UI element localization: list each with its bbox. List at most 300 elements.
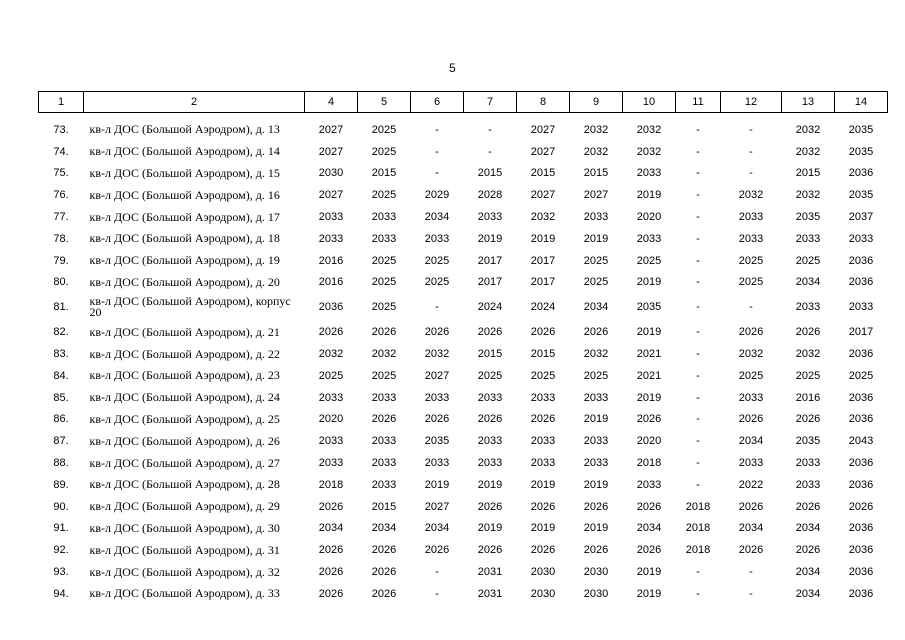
year-cell: 2027 (530, 145, 556, 158)
year-cell: 2025 (371, 123, 397, 136)
year-cell: 2033 (477, 457, 503, 470)
address-cell: кв-л ДОС (Большой Аэродром), д. 33 (89, 586, 280, 601)
year-cell: 2034 (795, 522, 821, 535)
year-cell: - (435, 566, 439, 579)
year-cell: - (488, 145, 492, 158)
row-number: 75. (53, 167, 69, 180)
year-cell: 2019 (636, 189, 662, 202)
year-cell: 2035 (636, 301, 662, 314)
year-cell: 2030 (583, 587, 609, 600)
year-cell: 2033 (636, 478, 662, 491)
year-cell: 2025 (424, 254, 450, 267)
year-cell: - (749, 145, 753, 158)
year-cell: 2016 (318, 254, 344, 267)
row-number: 92. (53, 544, 69, 557)
year-cell: 2027 (318, 145, 344, 158)
year-cell: 2015 (795, 167, 821, 180)
year-cell: 2032 (424, 348, 450, 361)
year-cell: 2043 (848, 435, 874, 448)
year-cell: 2025 (738, 276, 764, 289)
year-cell: 2033 (530, 435, 556, 448)
year-cell: 2033 (795, 457, 821, 470)
row-number: 81. (53, 301, 69, 314)
year-cell: - (696, 254, 700, 267)
address-cell: кв-л ДОС (Большой Аэродром), д. 20 (89, 274, 280, 289)
year-cell: 2035 (848, 123, 874, 136)
address-cell: кв-л ДОС (Большой Аэродром), д. 27 (89, 455, 280, 470)
year-cell: 2030 (583, 566, 609, 579)
year-cell: 2016 (318, 276, 344, 289)
year-cell: 2033 (477, 435, 503, 448)
year-cell: 2036 (318, 301, 344, 314)
year-cell: 2036 (848, 566, 874, 579)
year-cell: 2026 (477, 500, 503, 513)
year-cell: 2019 (477, 522, 503, 535)
year-cell: 2036 (848, 522, 874, 535)
year-cell: 2033 (583, 457, 609, 470)
year-cell: 2026 (371, 587, 397, 600)
address-cell: кв-л ДОС (Большой Аэродром), корпус 20 (89, 294, 291, 320)
year-cell: 2033 (477, 391, 503, 404)
year-cell: 2033 (424, 457, 450, 470)
year-cell: 2033 (318, 435, 344, 448)
year-cell: - (696, 145, 700, 158)
year-cell: 2036 (848, 391, 874, 404)
table-row (39, 228, 888, 250)
year-cell: 2032 (583, 348, 609, 361)
year-cell: 2024 (530, 301, 556, 314)
year-cell: 2025 (738, 254, 764, 267)
address-cell: кв-л ДОС (Большой Аэродром), д. 29 (89, 499, 280, 514)
row-number: 94. (53, 587, 69, 600)
year-cell: 2033 (583, 211, 609, 224)
year-cell: 2026 (530, 413, 556, 426)
year-cell: - (696, 167, 700, 180)
year-cell: - (696, 391, 700, 404)
year-cell: 2015 (371, 167, 397, 180)
year-cell: 2036 (848, 348, 874, 361)
year-cell: 2033 (795, 478, 821, 491)
year-cell: 2021 (636, 369, 662, 382)
year-cell: 2026 (371, 413, 397, 426)
year-cell: 2030 (530, 587, 556, 600)
year-cell: 2030 (530, 566, 556, 579)
year-cell: 2036 (848, 276, 874, 289)
table-row (39, 184, 888, 206)
year-cell: - (435, 145, 439, 158)
row-number: 76. (53, 189, 69, 202)
year-cell: 2019 (583, 522, 609, 535)
year-cell: 2017 (530, 254, 556, 267)
row-number: 86. (53, 413, 69, 426)
year-cell: - (749, 587, 753, 600)
year-cell: 2025 (477, 369, 503, 382)
year-cell: 2033 (795, 232, 821, 245)
table-row (39, 561, 888, 583)
year-cell: - (696, 189, 700, 202)
year-cell: 2037 (848, 211, 874, 224)
year-cell: 2015 (530, 348, 556, 361)
year-cell: 2015 (477, 348, 503, 361)
year-cell: - (488, 123, 492, 136)
year-cell: 2019 (583, 413, 609, 426)
year-cell: 2026 (477, 326, 503, 339)
row-number: 77. (53, 211, 69, 224)
table-row (39, 321, 888, 343)
year-cell: 2026 (424, 544, 450, 557)
year-cell: 2034 (318, 522, 344, 535)
year-cell: 2034 (795, 566, 821, 579)
year-cell: 2033 (318, 391, 344, 404)
year-cell: 2026 (371, 566, 397, 579)
year-cell: 2033 (318, 457, 344, 470)
year-cell: 2026 (583, 326, 609, 339)
column-header: 9 (570, 92, 623, 113)
year-cell: 2032 (636, 123, 662, 136)
year-cell: 2026 (795, 544, 821, 557)
address-cell: кв-л ДОС (Большой Аэродром), д. 25 (89, 411, 280, 426)
row-number: 89. (53, 478, 69, 491)
column-header: 8 (517, 92, 570, 113)
year-cell: 2032 (738, 348, 764, 361)
year-cell: 2033 (530, 391, 556, 404)
year-cell: 2034 (636, 522, 662, 535)
year-cell: 2025 (583, 369, 609, 382)
year-cell: 2019 (636, 391, 662, 404)
column-header: 2 (84, 92, 305, 113)
column-header: 12 (721, 92, 782, 113)
year-cell: - (696, 566, 700, 579)
year-cell: 2019 (477, 478, 503, 491)
year-cell: 2026 (583, 544, 609, 557)
year-cell: 2033 (636, 232, 662, 245)
year-cell: 2032 (636, 145, 662, 158)
year-cell: - (435, 167, 439, 180)
year-cell: 2029 (424, 189, 450, 202)
year-cell: 2015 (477, 167, 503, 180)
year-cell: 2036 (848, 167, 874, 180)
address-cell: кв-л ДОС (Большой Аэродром), д. 15 (89, 165, 280, 180)
year-cell: 2030 (318, 167, 344, 180)
year-cell: 2033 (738, 211, 764, 224)
address-cell: кв-л ДОС (Большой Аэродром), д. 31 (89, 542, 280, 557)
year-cell: 2034 (371, 522, 397, 535)
year-cell: 2025 (424, 276, 450, 289)
year-cell: 2026 (636, 544, 662, 557)
year-cell: 2031 (477, 566, 503, 579)
table-row (39, 206, 888, 228)
row-number: 83. (53, 348, 69, 361)
address-cell: кв-л ДОС (Большой Аэродром), д. 24 (89, 390, 280, 405)
year-cell: 2026 (371, 544, 397, 557)
year-cell: 2026 (424, 326, 450, 339)
year-cell: 2033 (636, 167, 662, 180)
year-cell: 2027 (424, 500, 450, 513)
year-cell: 2026 (795, 413, 821, 426)
year-cell: 2035 (848, 145, 874, 158)
year-cell: - (696, 413, 700, 426)
year-cell: 2035 (795, 435, 821, 448)
year-cell: 2032 (583, 145, 609, 158)
year-cell: 2026 (795, 500, 821, 513)
year-cell: 2017 (477, 276, 503, 289)
table-row (39, 583, 888, 605)
row-number: 93. (53, 566, 69, 579)
year-cell: 2036 (848, 544, 874, 557)
year-cell: 2025 (795, 369, 821, 382)
row-number: 78. (53, 232, 69, 245)
year-cell: 2033 (371, 457, 397, 470)
page-number: 5 (449, 61, 456, 75)
year-cell: 2025 (318, 369, 344, 382)
address-cell: кв-л ДОС (Большой Аэродром), д. 13 (89, 122, 280, 137)
year-cell: 2026 (738, 413, 764, 426)
year-cell: 2017 (477, 254, 503, 267)
year-cell: 2033 (371, 478, 397, 491)
year-cell: 2036 (848, 254, 874, 267)
year-cell: 2026 (636, 500, 662, 513)
table-row (39, 250, 888, 272)
year-cell: 2025 (848, 369, 874, 382)
year-cell: 2019 (530, 478, 556, 491)
year-cell: 2033 (424, 232, 450, 245)
year-cell: 2033 (424, 391, 450, 404)
year-cell: - (696, 348, 700, 361)
header-row (39, 92, 888, 113)
year-cell: - (696, 457, 700, 470)
year-cell: - (696, 232, 700, 245)
year-cell: 2025 (738, 369, 764, 382)
year-cell: 2019 (636, 276, 662, 289)
address-cell: кв-л ДОС (Большой Аэродром), д. 16 (89, 187, 280, 202)
year-cell: 2032 (795, 189, 821, 202)
year-cell: 2026 (738, 544, 764, 557)
year-cell: 2033 (738, 457, 764, 470)
column-header: 5 (358, 92, 411, 113)
table-row (39, 496, 888, 518)
year-cell: 2036 (848, 587, 874, 600)
year-cell: 2019 (583, 478, 609, 491)
year-cell: 2036 (848, 457, 874, 470)
year-cell: 2026 (318, 500, 344, 513)
year-cell: 2033 (738, 391, 764, 404)
year-cell: 2025 (795, 254, 821, 267)
year-cell: 2033 (371, 211, 397, 224)
year-cell: 2027 (530, 123, 556, 136)
year-cell: 2033 (848, 301, 874, 314)
column-header: 7 (464, 92, 517, 113)
column-header: 13 (782, 92, 835, 113)
year-cell: 2016 (795, 391, 821, 404)
address-cell: кв-л ДОС (Большой Аэродром), д. 23 (89, 368, 280, 383)
year-cell: - (749, 301, 753, 314)
year-cell: 2034 (424, 522, 450, 535)
year-cell: 2025 (371, 369, 397, 382)
table-row (39, 430, 888, 452)
address-cell: кв-л ДОС (Большой Аэродром), д. 22 (89, 346, 280, 361)
row-number: 87. (53, 435, 69, 448)
year-cell: 2027 (318, 123, 344, 136)
year-cell: - (435, 301, 439, 314)
address-cell: кв-л ДОС (Большой Аэродром), д. 17 (89, 209, 280, 224)
table-body (39, 113, 888, 605)
year-cell: 2027 (530, 189, 556, 202)
year-cell: 2026 (848, 500, 874, 513)
address-cell: кв-л ДОС (Большой Аэродром), д. 21 (89, 324, 280, 339)
year-cell: 2025 (583, 276, 609, 289)
year-cell: - (696, 435, 700, 448)
year-cell: 2036 (848, 478, 874, 491)
year-cell: 2031 (477, 587, 503, 600)
year-cell: - (749, 566, 753, 579)
year-cell: 2024 (477, 301, 503, 314)
year-cell: 2032 (738, 189, 764, 202)
year-cell: 2033 (738, 232, 764, 245)
year-cell: 2034 (795, 587, 821, 600)
year-cell: - (749, 167, 753, 180)
year-cell: 2019 (530, 522, 556, 535)
year-cell: 2026 (530, 326, 556, 339)
row-number: 88. (53, 457, 69, 470)
address-cell: кв-л ДОС (Большой Аэродром), д. 26 (89, 433, 280, 448)
year-cell: - (696, 123, 700, 136)
table-row (39, 452, 888, 474)
year-cell: 2032 (795, 145, 821, 158)
year-cell: 2033 (795, 301, 821, 314)
year-cell: 2028 (477, 189, 503, 202)
table-row (39, 365, 888, 387)
address-cell: кв-л ДОС (Большой Аэродром), д. 28 (89, 477, 280, 492)
row-number: 84. (53, 369, 69, 382)
row-number: 82. (53, 326, 69, 339)
table-header (39, 92, 888, 113)
table-row (39, 272, 888, 294)
year-cell: 2019 (583, 232, 609, 245)
year-cell: 2015 (583, 167, 609, 180)
year-cell: 2035 (848, 189, 874, 202)
year-cell: - (696, 276, 700, 289)
year-cell: 2026 (424, 413, 450, 426)
year-cell: 2025 (371, 276, 397, 289)
year-cell: 2019 (477, 232, 503, 245)
year-cell: 2025 (371, 301, 397, 314)
year-cell: 2033 (318, 211, 344, 224)
year-cell: 2015 (371, 500, 397, 513)
year-cell: - (435, 123, 439, 136)
year-cell: 2019 (530, 232, 556, 245)
year-cell: 2018 (318, 478, 344, 491)
year-cell: 2034 (424, 211, 450, 224)
year-cell: 2018 (685, 522, 711, 535)
year-cell: 2033 (371, 435, 397, 448)
year-cell: 2020 (636, 435, 662, 448)
address-cell: кв-л ДОС (Большой Аэродром), д. 19 (89, 253, 280, 268)
year-cell: 2025 (371, 145, 397, 158)
year-cell: 2032 (318, 348, 344, 361)
year-cell: 2032 (583, 123, 609, 136)
year-cell: - (696, 326, 700, 339)
year-cell: 2027 (318, 189, 344, 202)
year-cell: 2018 (685, 500, 711, 513)
year-cell: 2034 (795, 276, 821, 289)
year-cell: 2019 (636, 326, 662, 339)
year-cell: 2025 (636, 254, 662, 267)
table-row (39, 474, 888, 496)
year-cell: 2026 (318, 544, 344, 557)
year-cell: 2018 (636, 457, 662, 470)
year-cell: 2019 (636, 587, 662, 600)
year-cell: 2026 (583, 500, 609, 513)
address-cell: кв-л ДОС (Большой Аэродром), д. 30 (89, 520, 280, 535)
year-cell: 2021 (636, 348, 662, 361)
table-row (39, 343, 888, 365)
column-header: 4 (305, 92, 358, 113)
year-cell: 2019 (636, 566, 662, 579)
year-cell: 2033 (371, 232, 397, 245)
year-cell: - (696, 301, 700, 314)
column-header: 10 (623, 92, 676, 113)
year-cell: 2034 (583, 301, 609, 314)
year-cell: 2020 (318, 413, 344, 426)
address-cell: кв-л ДОС (Большой Аэродром), д. 32 (89, 564, 280, 579)
column-header: 1 (39, 92, 84, 113)
year-cell: - (696, 211, 700, 224)
year-cell: 2026 (530, 544, 556, 557)
address-cell: кв-л ДОС (Большой Аэродром), д. 18 (89, 231, 280, 246)
year-cell: 2034 (738, 522, 764, 535)
year-cell: 2026 (477, 413, 503, 426)
row-number: 80. (53, 276, 69, 289)
year-cell: 2026 (636, 413, 662, 426)
year-cell: 2033 (318, 232, 344, 245)
buildings-table (38, 91, 888, 605)
row-number: 85. (53, 391, 69, 404)
year-cell: 2026 (738, 500, 764, 513)
table-row (39, 141, 888, 163)
year-cell: 2032 (371, 348, 397, 361)
year-cell: 2026 (530, 500, 556, 513)
column-header: 14 (835, 92, 888, 113)
year-cell: 2025 (371, 189, 397, 202)
year-cell: 2026 (318, 587, 344, 600)
year-cell: 2027 (583, 189, 609, 202)
year-cell: - (749, 123, 753, 136)
year-cell: 2026 (477, 544, 503, 557)
table-row (39, 163, 888, 185)
year-cell: 2033 (371, 391, 397, 404)
year-cell: 2025 (583, 254, 609, 267)
year-cell: 2026 (318, 566, 344, 579)
year-cell: 2018 (685, 544, 711, 557)
year-cell: 2033 (583, 391, 609, 404)
column-header: 6 (411, 92, 464, 113)
year-cell: 2036 (848, 413, 874, 426)
year-cell: 2033 (530, 457, 556, 470)
year-cell: 2027 (424, 369, 450, 382)
year-cell: 2026 (738, 326, 764, 339)
table-row (39, 539, 888, 561)
year-cell: 2033 (583, 435, 609, 448)
year-cell: 2026 (318, 326, 344, 339)
year-cell: 2025 (530, 369, 556, 382)
year-cell: 2034 (738, 435, 764, 448)
year-cell: 2017 (530, 276, 556, 289)
year-cell: 2033 (848, 232, 874, 245)
year-cell: 2026 (371, 326, 397, 339)
row-number: 74. (53, 145, 69, 158)
row-number: 90. (53, 500, 69, 513)
year-cell: 2020 (636, 211, 662, 224)
